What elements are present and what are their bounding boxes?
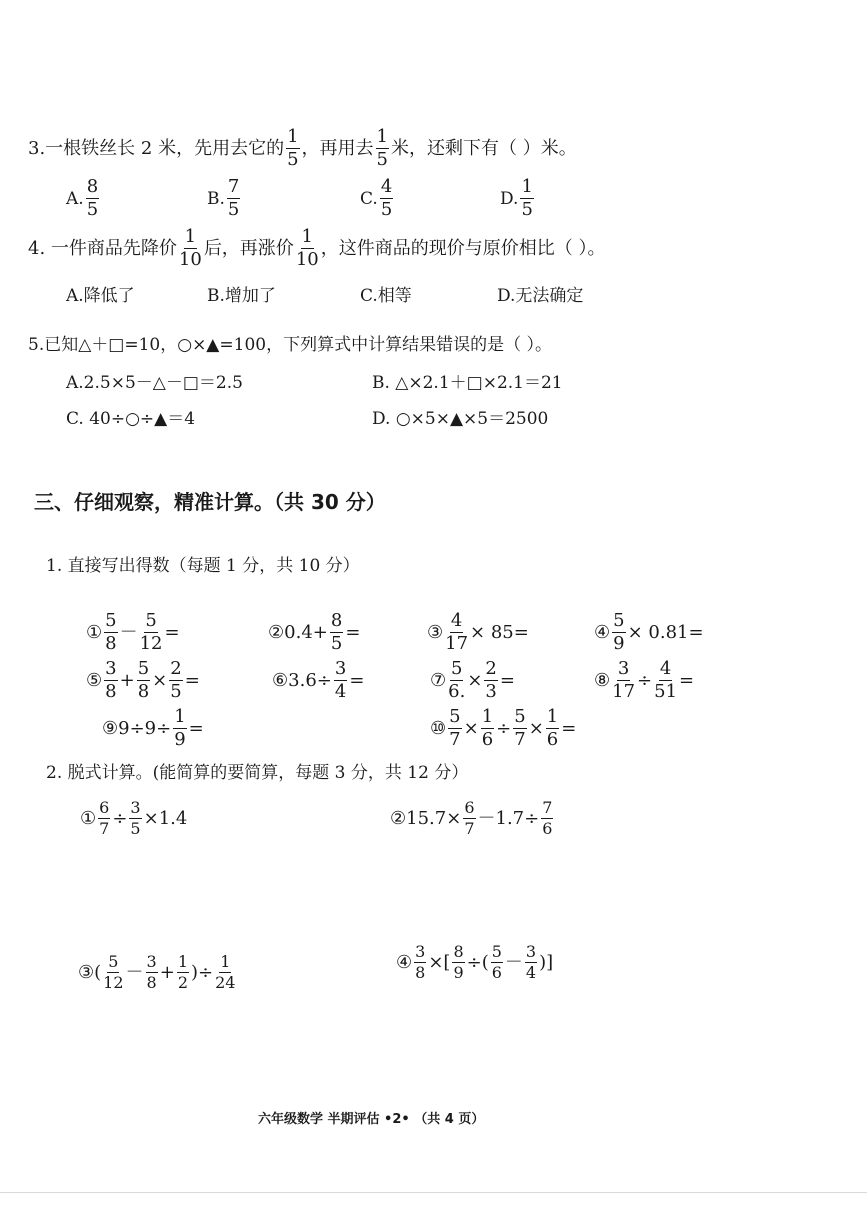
q5-option-b: B. △×2.1＋□×2.1＝21 (372, 373, 563, 393)
q5-option-c: C. 40÷○÷▲＝4 (66, 409, 196, 429)
expression-1: ① $\frac{6}{7}$ ÷ $\frac{3}{5}$ ×1.4 (80, 798, 188, 838)
question-5-stem: 5.已知△＋□=10，○×▲=100，下列算式中计算结果错误的是（ ）。 (28, 335, 552, 355)
q3-option-d: D. $\frac{1}{5}$ (500, 176, 533, 220)
q4-option-d: D.无法确定 (497, 286, 584, 306)
expression-3: ③ ( $\frac{5}{12}$ － $\frac{3}{8}$ + $\frac{1}{2}$ )÷ $\frac{1}{24}$ (78, 952, 236, 992)
question-4-stem (28, 228, 605, 269)
problem-7: ⑦ $\frac{5}{6.}$ × $\frac{2}{3}$ = (430, 658, 515, 702)
q4-text-3: ，这件商品的现价与原价相比（ ）。 (320, 237, 606, 259)
q4-text-1: 4. 一件商品先降价 (28, 237, 177, 259)
problem-2: ② 0.4+ $\frac{8}{5}$ = (268, 610, 361, 654)
problem-6: ⑥ 3.6÷ $\frac{3}{4}$ = (272, 658, 365, 702)
problem-9: ⑨ 9÷9÷ $\frac{1}{9}$ = (102, 706, 204, 750)
part-1-title: 1. 直接写出得数（每题 1 分，共 10 分） (46, 556, 360, 576)
q3-option-b: B. $\frac{7}{5}$ (207, 176, 240, 220)
page-footer: 六年级数学 半期评估 •2• （共 4 页） (258, 1112, 485, 1127)
question-3-stem (28, 128, 577, 169)
q3-option-c: C. $\frac{4}{5}$ (360, 176, 393, 220)
section-3-title: 三、仔细观察，精准计算。（共 30 分） (34, 490, 386, 514)
problem-3: ③ $\frac{4}{17}$ × 85= (427, 610, 529, 654)
problem-8: ⑧ $\frac{3}{17}$ ÷ $\frac{4}{51}$ = (594, 658, 695, 702)
q4-fraction-2: $\frac{1}{10}$ (295, 226, 319, 270)
problem-4: ④ $\frac{5}{9}$ × 0.81= (594, 610, 704, 654)
expression-2: ② 15.7× $\frac{6}{7}$ －1.7÷ $\frac{7}{6}$ (390, 798, 553, 838)
part-2-title: 2. 脱式计算。(能简算的要简算，每题 3 分，共 12 分） (46, 763, 469, 783)
problem-5: ⑤ $\frac{3}{8}$ + $\frac{5}{8}$ × $\frac{2}{5}$ = (86, 658, 200, 702)
problem-10: ⑩ $\frac{5}{7}$ × $\frac{1}{6}$ ÷ $\frac{5}{7}$ × $\frac{1}{6}$ = (430, 706, 577, 750)
q3-fraction-1: $\frac{1}{5}$ (287, 126, 299, 170)
problem-1: ① $\frac{5}{8}$ － $\frac{5}{12}$ = (86, 610, 180, 654)
q4-option-a: A.降低了 (66, 286, 135, 306)
q3-option-a: A. $\frac{8}{5}$ (66, 176, 99, 220)
q5-option-a: A.2.5×5－△－□＝2.5 (66, 373, 243, 393)
expression-4: ④ $\frac{3}{8}$ ×[ $\frac{8}{9}$ ÷( $\frac{5}{6}$ － $\frac{3}{4}$ )] (396, 942, 554, 982)
q3-text-2: ，再用去 (301, 137, 374, 159)
q4-text-2: 后，再涨价 (203, 237, 294, 259)
q4-option-c: C.相等 (360, 286, 412, 306)
q5-option-d: D. ○×5×▲×5＝2500 (372, 409, 549, 429)
q3-text-3: 米，还剩下有（ ）米。 (390, 137, 577, 159)
q4-option-b: B.增加了 (207, 286, 276, 306)
q3-text-1: 3.一根铁丝长 2 米，先用去它的 (28, 137, 285, 159)
page-bottom-divider (0, 1192, 867, 1193)
q4-fraction-1: $\frac{1}{10}$ (178, 226, 202, 270)
q3-fraction-2: $\frac{1}{5}$ (376, 126, 388, 170)
